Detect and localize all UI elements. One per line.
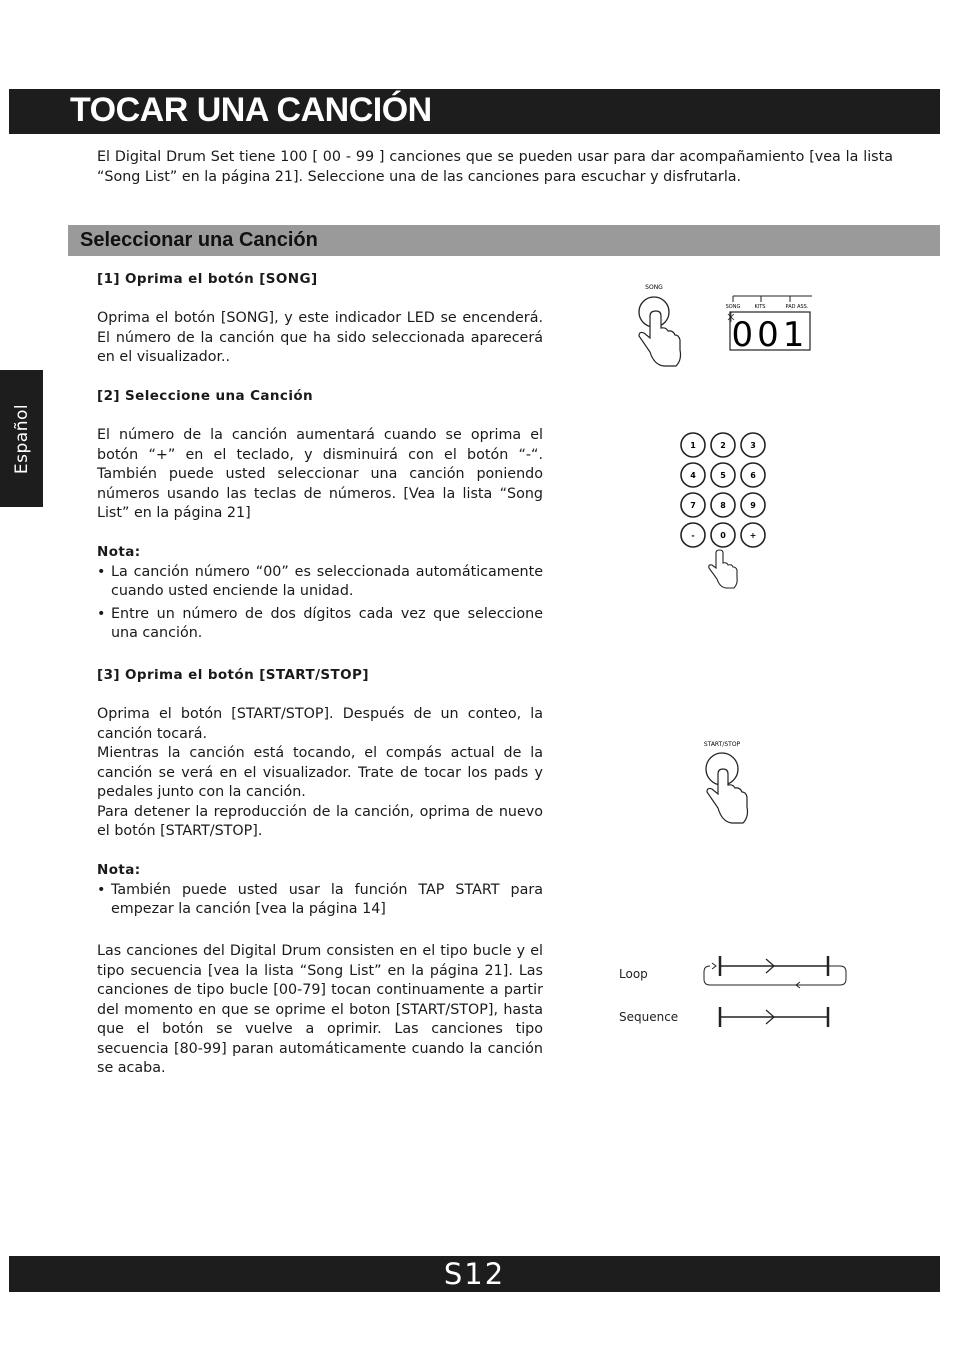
section-title: Seleccionar una Canción — [80, 229, 318, 251]
keypad-key-label: - — [691, 531, 695, 540]
footer-bar — [9, 1256, 940, 1292]
step2-note-list — [97, 563, 543, 644]
start-stop-figure — [700, 738, 760, 830]
note-item: • Entre un número de dos dígitos cada vez que seleccione una canción. — [97, 605, 543, 644]
step2-heading: [2] Seleccione una Canción — [97, 388, 314, 404]
step1-text: Oprima el botón [SONG], y este indicador LED se encenderá. El número de la canción que ha sido seleccionada aparecerá en el visualizador.. — [97, 310, 543, 365]
section-bar — [68, 225, 940, 256]
language-tab-label: Español — [11, 403, 32, 474]
keypad-key-label: 6 — [750, 471, 756, 480]
sequence-diagram — [720, 1007, 828, 1027]
step3-text-2: Mientras la canción está tocando, el compás actual de la canción se verá en el visualizador. Trate de tocar los pads y pedales junto con la canción. — [97, 745, 543, 800]
language-tab — [0, 370, 43, 507]
step1-heading: [1] Oprima el botón [SONG] — [97, 271, 318, 287]
title-bar — [9, 89, 940, 134]
step3-text-3: Para detener la reproducción de la canción, oprima de nuevo el botón [START/STOP]. — [97, 803, 543, 839]
hand-pointer-icon — [707, 769, 748, 823]
song-button-label: SONG — [645, 284, 663, 291]
display-value: 001 — [731, 315, 809, 355]
display-label-song: SONG — [725, 304, 741, 310]
step3-note-heading: Nota: — [97, 862, 141, 878]
keypad-key-label: 3 — [750, 441, 756, 450]
keypad-key-label: 1 — [690, 441, 696, 450]
note-item: • También puede usted usar la función TAP START para empezar la canción [vea la página 14] — [97, 881, 543, 920]
loop-label: Loop — [619, 967, 648, 981]
keypad-key-label: 0 — [720, 531, 726, 540]
keypad-key-label: + — [749, 531, 757, 540]
sequence-label: Sequence — [619, 1010, 679, 1024]
step2-note-heading: Nota: — [97, 544, 141, 560]
keypad-key-label: 9 — [750, 501, 756, 510]
step2-text: El número de la canción aumentará cuando se oprima el botón “+” en el teclado, y disminuirá con el botón “-“. También puede usted seleccionar una canción poniendo números usando las teclas de números. [Vea la lista “Song List” en la página 21] — [97, 427, 543, 521]
main-column — [97, 270, 543, 1079]
keypad-key-label: 4 — [690, 471, 696, 480]
note-item: • La canción número “00” es seleccionada automáticamente cuando usted enciende la unidad. — [97, 563, 543, 602]
start-stop-label: START/STOP — [703, 741, 741, 748]
keypad-key-label: 2 — [720, 441, 726, 450]
step3-text-1: Oprima el botón [START/STOP]. Después de un conteo, la canción tocará. — [97, 706, 543, 742]
step3-note-list — [97, 881, 543, 920]
keypad-key-label: 8 — [720, 501, 726, 510]
page-number: S12 — [443, 1257, 506, 1291]
intro-paragraph: El Digital Drum Set tiene 100 [ 00 - 99 ] canciones que se pueden usar para dar acompañamiento [vea la lista “Song List” en la página 21]. Seleccione una de las canciones para escuchar y disfrutarla. — [97, 149, 893, 185]
page-title: TOCAR UNA CANCIÓN — [70, 91, 432, 129]
display-label-kits: KITS — [754, 304, 766, 310]
hand-pointer-icon — [639, 311, 681, 366]
loop-diagram — [704, 956, 846, 988]
step3-heading: [3] Oprima el botón [START/STOP] — [97, 667, 369, 683]
song-button-figure — [630, 280, 820, 375]
keypad-key-label: 5 — [720, 471, 726, 480]
hand-pointer-icon — [709, 550, 737, 588]
display-label-pad-ass: PAD ASS. — [785, 304, 809, 310]
closing-paragraph: Las canciones del Digital Drum consisten en el tipo bucle y el tipo secuencia [vea la lista “Song List” en la página 21]. Las canciones de tipo bucle [00-79] tocan continuamente a partir del momento en que se oprime el boton [START/STOP], hasta que el botón se vuelve a oprimir. Las canciones tipo secuencia [80-99] paran automáticamente cuando la canción se acaba. — [97, 943, 543, 1076]
keypad-key-label: 7 — [690, 501, 696, 510]
loop-sequence-diagram — [700, 952, 850, 1032]
keypad-figure — [676, 428, 772, 593]
